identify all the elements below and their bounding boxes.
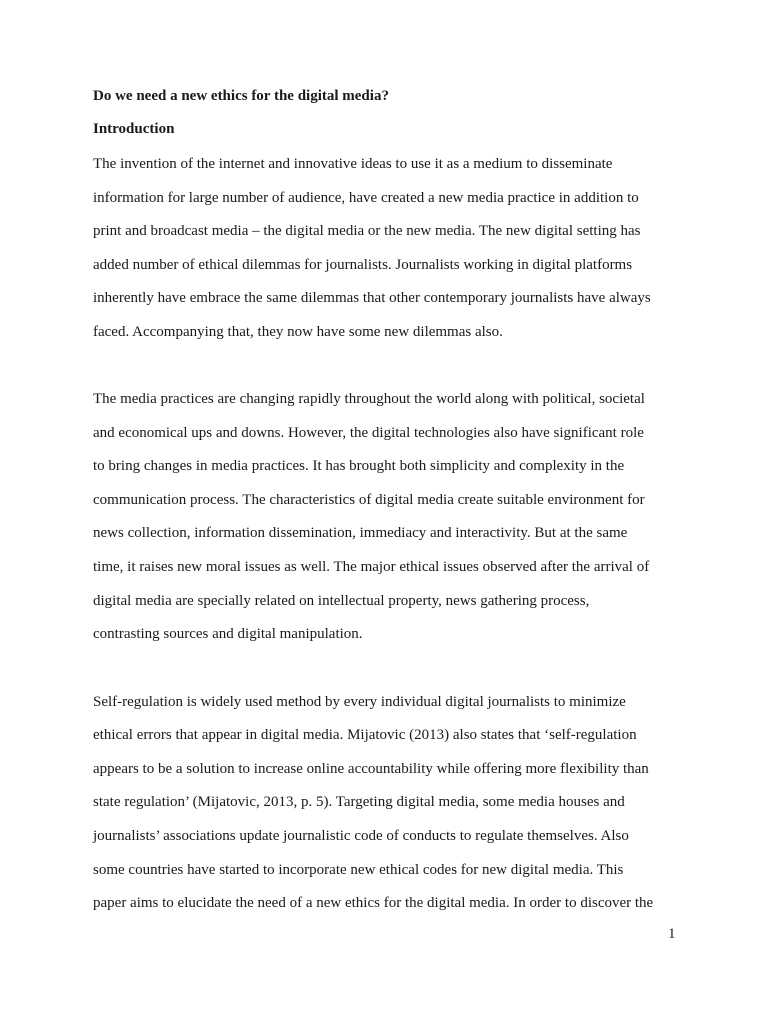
paragraph-2-line-1: The media practices are changing rapidly throughout the world along with political, societal [93,391,645,407]
paragraph-1-line-5: inherently have embrace the same dilemmas that other contemporary journalists have always [93,290,651,306]
section-heading: Introduction [93,121,175,137]
paragraph-3-line-5: journalists’ associations update journalistic code of conducts to regulate themselves. Also [93,828,629,844]
paragraph-2-line-3: to bring changes in media practices. It has brought both simplicity and complexity in the [93,458,625,474]
paragraph-3-line-3: appears to be a solution to increase online accountability while offering more flexibility than [93,761,649,777]
document-title: Do we need a new ethics for the digital media? [93,88,389,104]
paragraph-3-line-2: ethical errors that appear in digital media. Mijatovic (2013) also states that ‘self-regulation [93,727,637,743]
paragraph-2-line-2: and economical ups and downs. However, the digital technologies also have significant role [93,425,644,441]
paragraph-2-line-7: digital media are specially related on intellectual property, news gathering process, [93,593,590,609]
paragraph-1-line-2: information for large number of audience, have created a new media practice in addition to [93,190,639,206]
paragraph-2-line-4: communication process. The characteristics of digital media create suitable environment for [93,492,645,508]
paragraph-2-line-5: news collection, information dissemination, immediacy and interactivity. But at the same [93,525,628,541]
paragraph-3-line-4: state regulation’ (Mijatovic, 2013, p. 5). Targeting digital media, some media houses and [93,794,625,810]
paragraph-3-line-6: some countries have started to incorporate new ethical codes for new digital media. This [93,862,624,878]
paragraph-2-line-6: time, it raises new moral issues as well. The major ethical issues observed after the arrival of [93,559,650,575]
paragraph-3-line-7: paper aims to elucidate the need of a new ethics for the digital media. In order to discover the [93,895,654,911]
paragraph-2-line-8: contrasting sources and digital manipulation. [93,626,363,642]
paragraph-1-line-3: print and broadcast media – the digital media or the new media. The new digital setting has [93,223,641,239]
paragraph-1-line-4: added number of ethical dilemmas for journalists. Journalists working in digital platforms [93,257,633,273]
paragraph-3-line-1: Self-regulation is widely used method by every individual digital journalists to minimize [93,694,626,710]
paragraph-1-line-6: faced. Accompanying that, they now have some new dilemmas also. [93,324,503,340]
page-number: 1 [668,926,676,942]
paragraph-1-line-1: The invention of the internet and innovative ideas to use it as a medium to disseminate [93,156,613,172]
